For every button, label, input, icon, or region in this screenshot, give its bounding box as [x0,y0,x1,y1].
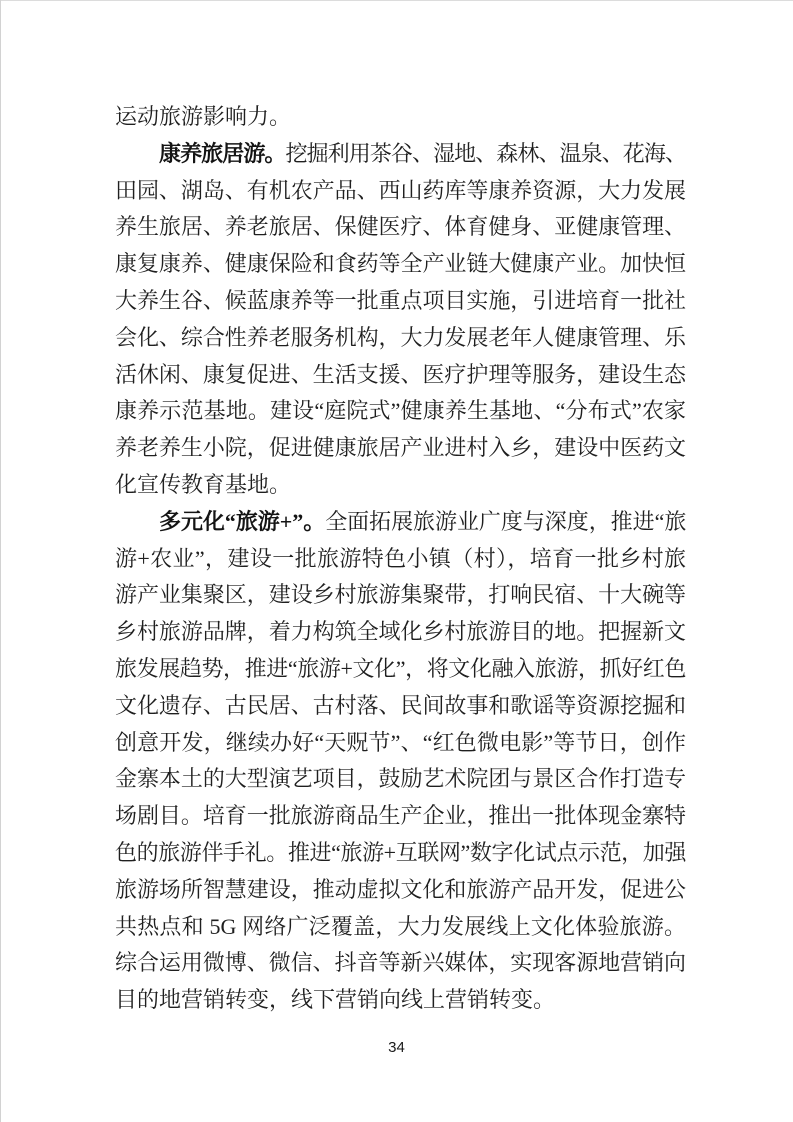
text-line: 化宣传教育基地。 [115,471,292,497]
text-line: 场剧目。培育一批旅游商品生产企业，推出一批体现金寨特 [115,803,686,829]
text-line: 乡村旅游品牌，着力构筑全域化乡村旅游目的地。把握新文 [115,619,686,645]
page-left-edge-line [0,0,1,1122]
text-line: 会化、综合性养老服务机构，大力发展老年人健康管理、乐 [115,324,686,350]
text-line: 游产业集聚区，建设乡村旅游集聚带，打响民宿、十大碗等 [115,582,686,608]
text-line: 田园、湖岛、有机农产品、西山药库等康养资源，大力发展 [115,177,686,203]
text-line: 色的旅游伴手礼。推进“旅游+互联网”数字化试点示范，加强 [115,839,686,865]
text-line: 旅发展趋势，推进“旅游+文化”，将文化融入旅游，抓好红色 [115,655,686,681]
text-line: 养老养生小院，促进健康旅居产业进村入乡，建设中医药文 [115,435,686,461]
text-line: 金寨本土的大型演艺项目，鼓励艺术院团与景区合作打造专 [115,766,686,792]
text-line: 康复康养、健康保险和食药等全产业链大健康产业。加快恒 [115,251,686,277]
text-line: 文化遗存、古民居、古村落、民间故事和歌谣等资源挖掘和 [115,692,686,718]
page-number: 34 [388,1039,405,1056]
text-line: 康养旅居游。挖掘利用茶谷、湿地、森林、温泉、花海、 [159,140,686,166]
text-line: 运动旅游影响力。 [115,104,292,129]
text-line: 综合运用微博、微信、抖音等新兴媒体，实现客源地营销向 [115,950,686,976]
text-line: 目的地营销转变，线下营销向线上营销转变。 [115,987,556,1013]
text-block [115,99,686,1019]
text-line: 游+农业”，建设一批旅游特色小镇（村），培育一批乡村旅 [115,545,686,571]
text-line: 大养生谷、候蓝康养等一批重点项目实施，引进培育一批社 [115,287,686,313]
paragraph-lead-bold: 多元化“旅游+”。 [159,508,326,534]
text-line: 创意开发，继续办好“天贶节”、“红色微电影”等节日，创作 [115,729,686,755]
text-line: 康养示范基地。建设“庭院式”健康养生基地、“分布式”农家 [115,398,686,424]
text-line: 旅游场所智慧建设，推动虚拟文化和旅游产品开发，促进公 [115,876,686,902]
text-line: 养生旅居、养老旅居、保健医疗、体育健身、亚健康管理、 [115,214,686,240]
paragraph-lead-bold: 康养旅居游。 [159,140,286,166]
text-line: 多元化“旅游+”。全面拓展旅游业广度与深度，推进“旅 [159,508,687,534]
page-top-edge-line [0,0,793,1]
text-line: 共热点和 5G 网络广泛覆盖，大力发展线上文化体验旅游。 [115,913,686,939]
text-line: 活休闲、康复促进、生活支援、医疗护理等服务，建设生态 [115,361,686,387]
